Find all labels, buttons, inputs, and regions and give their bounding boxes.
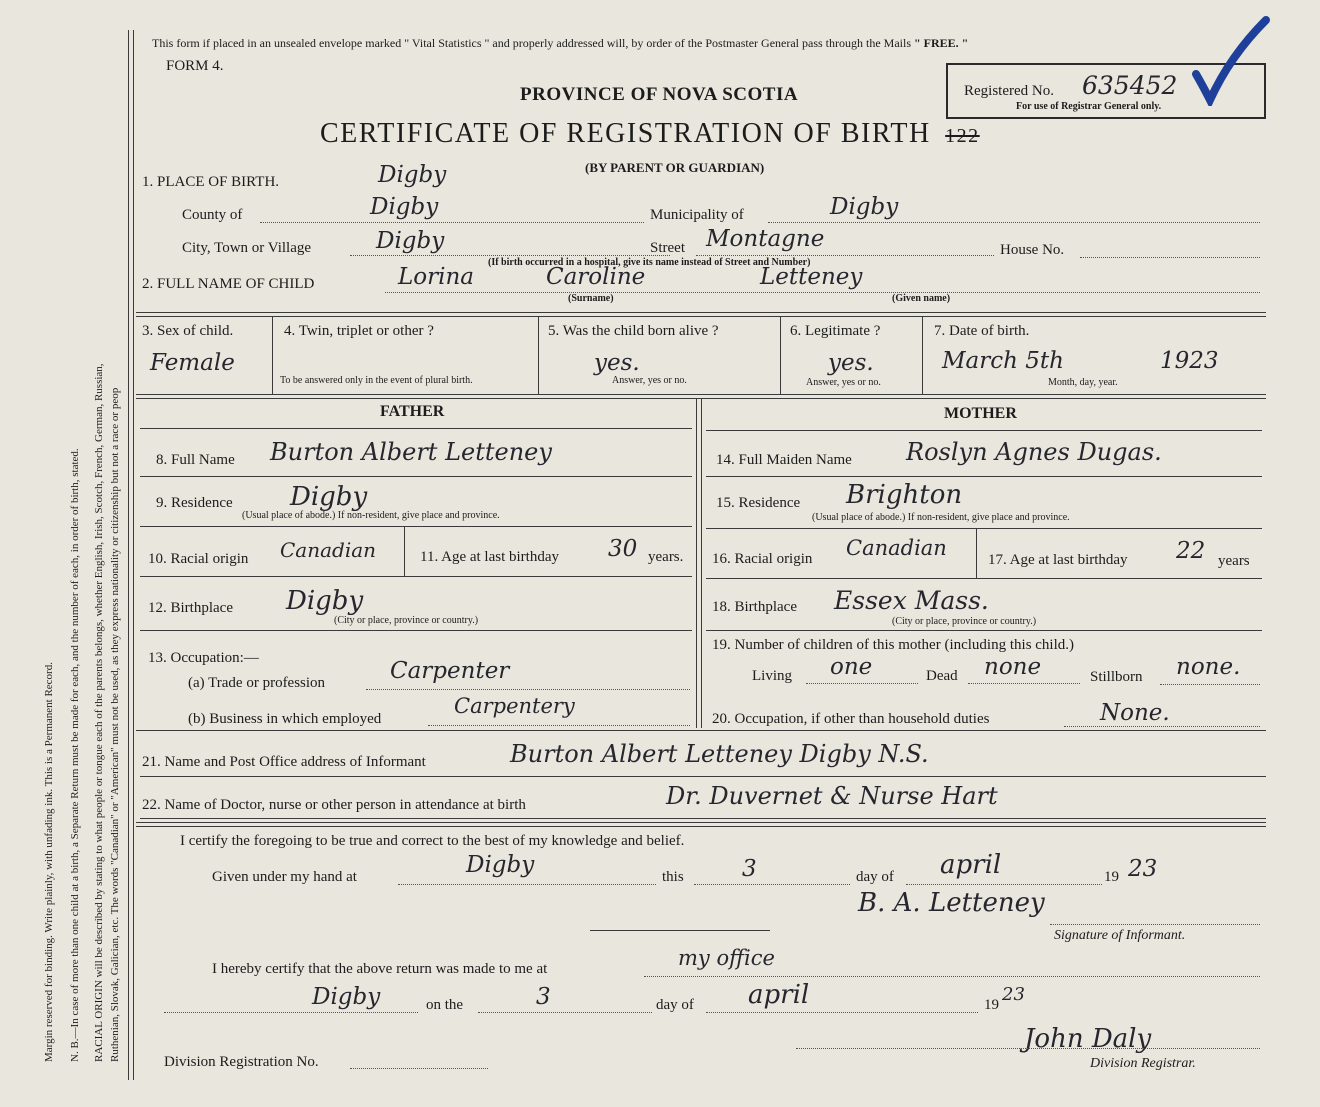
mail-notice-free: " FREE. ": [914, 36, 969, 50]
father-birthplace-note: (City or place, province or country.): [334, 615, 479, 626]
father-age-value: 30: [608, 536, 638, 562]
registrar-day-of-label: day of: [656, 997, 694, 1013]
certify-day-of-label: day of: [856, 869, 894, 885]
legitimate-note: Answer, yes or no.: [806, 377, 881, 388]
county-value: Digby: [370, 194, 439, 220]
certify-month-value: april: [940, 850, 1002, 880]
child-name-label: 2. FULL NAME OF CHILD: [142, 276, 315, 292]
checkmark-icon: [1192, 16, 1272, 111]
father-heading: FATHER: [380, 403, 445, 420]
informant-value: Burton Albert Letteney Digby N.S.: [510, 740, 929, 768]
father-business-value: Carpentery: [454, 694, 575, 718]
mother-age-value: 22: [1176, 538, 1206, 564]
father-occupation-label: 13. Occupation:—: [148, 650, 259, 666]
mother-birthplace-label: 18. Birthplace: [712, 599, 797, 615]
mother-name-value: Roslyn Agnes Dugas.: [906, 438, 1162, 466]
living-value: one: [830, 654, 873, 680]
county-label: County of: [182, 207, 243, 223]
province-heading: PROVINCE OF NOVA SCOTIA: [520, 84, 799, 105]
child-middle-name: Caroline: [546, 264, 646, 290]
registrar-only-note: For use of Registrar General only.: [1016, 101, 1162, 112]
doctor-value: Dr. Duvernet & Nurse Hart: [666, 782, 998, 810]
mail-notice-text: This form if placed in an unsealed envelope marked " Vital Statistics " and properly addressed will, by order of the Postmaster General pass through the Mails: [152, 36, 911, 50]
margin-note-binding: Margin reserved for binding. Write plainly, with unfading ink. This is a Permanent Record.: [43, 662, 55, 1062]
stillborn-value: none.: [1176, 654, 1241, 680]
sex-value: Female: [150, 350, 235, 376]
mother-children-label: 19. Number of children of this mother (including this child.): [712, 637, 1075, 653]
father-name-label: 8. Full Name: [156, 452, 235, 468]
registrar-signature: John Daly: [1024, 1024, 1152, 1054]
child-surname: Letteney: [760, 264, 863, 290]
date-of-birth-year: 1923: [1160, 348, 1219, 374]
left-border-line: [128, 30, 129, 1080]
father-age-label: 11. Age at last birthday: [420, 549, 559, 565]
father-business-label: (b) Business in which employed: [188, 711, 382, 727]
surname-caption: (Surname): [568, 293, 614, 304]
informant-signature-caption: Signature of Informant.: [1054, 928, 1186, 943]
twin-note: To be answered only in the event of plural birth.: [280, 375, 473, 386]
twin-label: 4. Twin, triplet or other ?: [284, 323, 434, 339]
date-of-birth-value: March 5th: [942, 348, 1064, 374]
mother-age-unit: years: [1218, 553, 1250, 569]
father-name-value: Burton Albert Letteney: [270, 438, 552, 466]
father-trade-label: (a) Trade or profession: [188, 675, 326, 691]
mother-racial-label: 16. Racial origin: [712, 551, 813, 567]
mother-name-label: 14. Full Maiden Name: [716, 452, 852, 468]
registrar-day-value: 3: [536, 984, 551, 1010]
margin-note-multiple-births: N. B.—In case of more than one child at a birth, a Separate Return must be made for each, and the number of each, in order of birth, stated.: [69, 448, 81, 1062]
mother-occupation-label: 20. Occupation, if other than household duties: [712, 711, 990, 727]
place-of-birth-value: Digby: [378, 162, 447, 188]
title-strikethrough: 122: [945, 125, 980, 147]
doctor-label: 22. Name of Doctor, nurse or other person in attendance at birth: [142, 797, 526, 813]
title-text: CERTIFICATE OF REGISTRATION OF BIRTH: [320, 118, 931, 149]
father-residence-note: (Usual place of abode.) If non-resident, give place and province.: [242, 510, 500, 521]
date-of-birth-label: 7. Date of birth.: [934, 323, 1030, 339]
father-birthplace-label: 12. Birthplace: [148, 600, 233, 616]
registrar-place-value: my office: [678, 946, 775, 970]
mother-occupation-value: None.: [1100, 700, 1170, 726]
certificate-title: [320, 118, 980, 150]
born-alive-note: Answer, yes or no.: [612, 375, 687, 386]
margin-note-racial-origin: RACIAL ORIGIN will be described by stating to what people or tongue each of the parents belongs, whether English, Irish, Scotch, French, German, Russian,: [93, 363, 105, 1062]
certify-year-value: 23: [1128, 856, 1158, 882]
registrar-signature-caption: Division Registrar.: [1090, 1056, 1196, 1071]
city-value: Digby: [376, 228, 445, 254]
form-number: FORM 4.: [166, 58, 224, 74]
dead-value: none: [984, 654, 1042, 680]
registrar-statement: I hereby certify that the above return was made to me at: [212, 961, 548, 977]
mail-notice: [152, 36, 968, 51]
mother-residence-label: 15. Residence: [716, 495, 801, 511]
sex-label: 3. Sex of child.: [142, 323, 234, 339]
division-registration-label: Division Registration No.: [164, 1054, 319, 1070]
this-label: this: [662, 869, 684, 885]
on-the-label: on the: [426, 997, 464, 1013]
informant-signature: B. A. Letteney: [858, 888, 1045, 918]
given-under-label: Given under my hand at: [212, 869, 357, 885]
father-trade-value: Carpenter: [390, 658, 510, 684]
father-birthplace-value: Digby: [286, 586, 364, 616]
hospital-note: (If birth occurred in a hospital, give its name instead of Street and Number): [488, 257, 811, 268]
legitimate-value: yes.: [828, 350, 874, 376]
living-label: Living: [752, 668, 792, 684]
father-racial-label: 10. Racial origin: [148, 551, 249, 567]
registrar-year-value: 23: [1002, 984, 1025, 1005]
legitimate-label: 6. Legitimate ?: [790, 323, 881, 339]
house-number-label: House No.: [1000, 242, 1065, 258]
certify-year-printed: 19: [1104, 869, 1119, 885]
father-age-unit: years.: [648, 549, 684, 565]
father-racial-value: Canadian: [280, 538, 377, 562]
certificate-subtitle: (BY PARENT OR GUARDIAN): [585, 160, 765, 175]
mother-residence-value: Brighton: [846, 480, 963, 510]
informant-label: 21. Name and Post Office address of Informant: [142, 754, 426, 770]
mother-residence-note: (Usual place of abode.) If non-resident, give place and province.: [812, 512, 1070, 523]
father-residence-value: Digby: [290, 482, 368, 512]
mother-heading: MOTHER: [944, 405, 1017, 422]
street-value: Montagne: [706, 226, 825, 252]
city-label: City, Town or Village: [182, 240, 312, 256]
registrar-year-printed: 19: [984, 997, 999, 1013]
municipality-value: Digby: [830, 194, 899, 220]
certify-day-value: 3: [742, 856, 757, 882]
registrar-town-value: Digby: [312, 984, 381, 1010]
registrar-month-value: april: [748, 980, 810, 1010]
mother-racial-value: Canadian: [846, 536, 947, 560]
left-border-line-inner: [133, 30, 134, 1080]
registered-number: 635452: [1082, 71, 1178, 100]
given-name-caption: (Given name): [892, 293, 951, 304]
certify-statement: I certify the foregoing to be true and correct to the best of my knowledge and belief.: [180, 833, 685, 849]
municipality-label: Municipality of: [650, 207, 744, 223]
street-label: Street: [650, 240, 685, 256]
stillborn-label: Stillborn: [1090, 669, 1143, 685]
registered-label: Registered No.: [964, 83, 1054, 99]
born-alive-value: yes.: [594, 350, 640, 376]
mother-birthplace-value: Essex Mass.: [834, 586, 989, 615]
margin-note-racial-origin-cont: Ruthenian, Slovak, Galician, etc. The words "Canadian" or "American" must not be used, as they express nationality or citizenship but not a race or peop: [109, 387, 121, 1062]
born-alive-label: 5. Was the child born alive ?: [548, 323, 719, 339]
mother-age-label: 17. Age at last birthday: [988, 552, 1128, 568]
mother-birthplace-note: (City or place, province or country.): [892, 616, 1037, 627]
father-residence-label: 9. Residence: [156, 495, 233, 511]
child-given-name: Lorina: [398, 264, 474, 290]
place-of-birth-label: 1. PLACE OF BIRTH.: [142, 174, 280, 190]
dead-label: Dead: [926, 668, 958, 684]
date-of-birth-note: Month, day, year.: [1048, 377, 1118, 388]
given-place-value: Digby: [466, 852, 535, 878]
